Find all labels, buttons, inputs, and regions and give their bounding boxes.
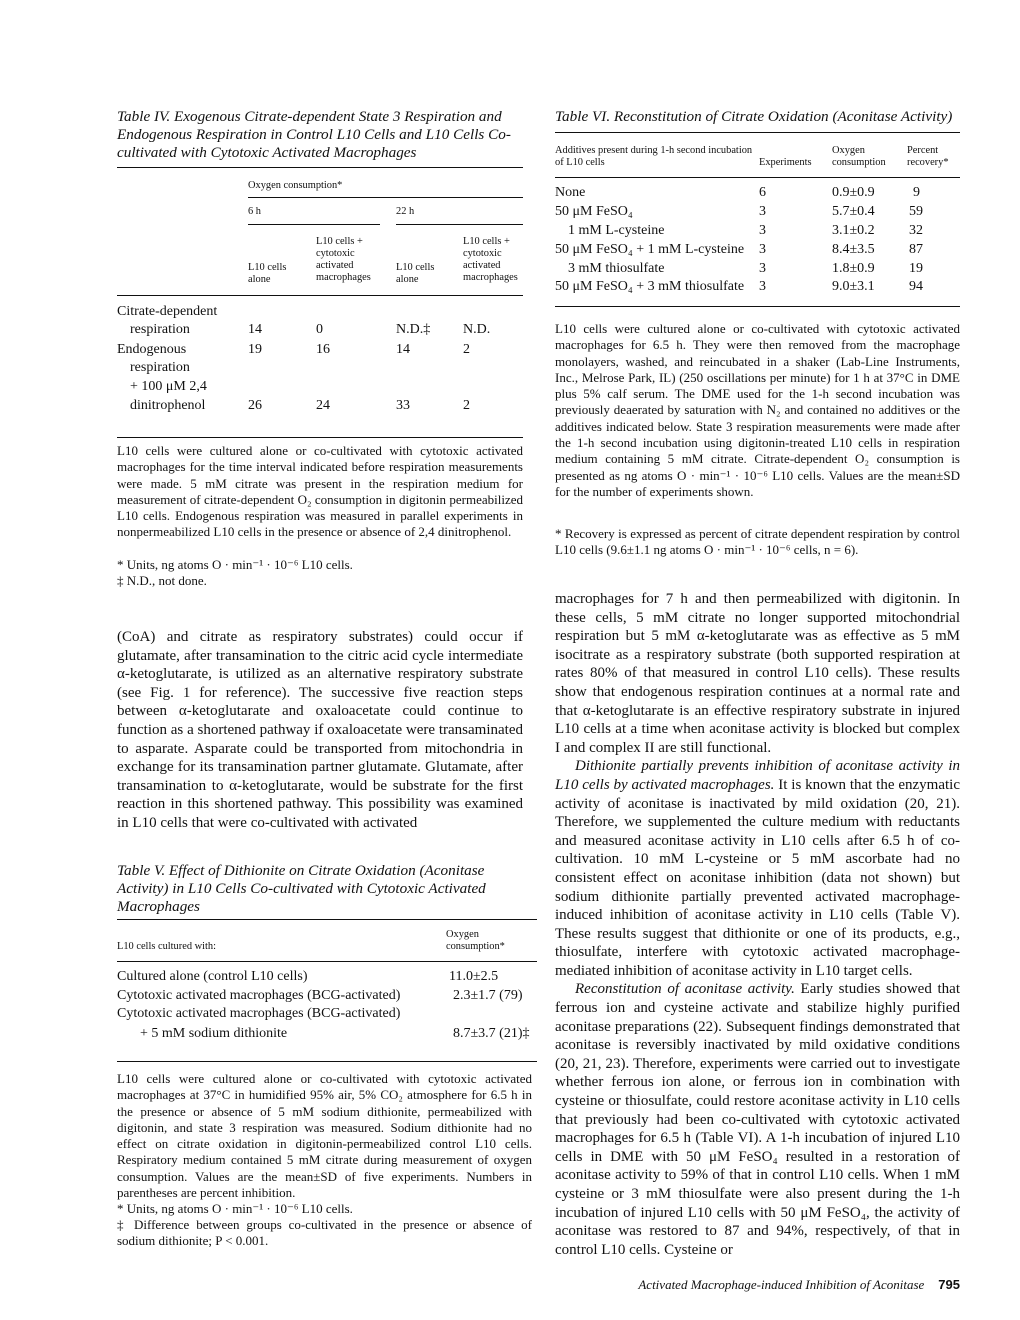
table5-header-rule	[117, 961, 537, 962]
table4-bottom-rule	[117, 437, 523, 438]
table6-row-exp: 3	[759, 204, 766, 219]
table4-row3-label-a: + 100 μM 2,4	[130, 379, 207, 394]
table4-cell: 14	[248, 322, 262, 337]
table6-footnote: L10 cells were cultured alone or co-cultivated with cytotoxic activated macrophages for 6.5 h. They were then removed from the macrophage monolayers, washed, and reincubated in a shaker (Lab-Line Instruments, Inc., Melrose Park, IL) (250 oscillations per minute) for 1 h at 37°C in DME plus 5% calf serum. The DME used for the 1-h second incubation was previously deaerated by saturation with N₂ and contained no additives or the additives indicated below. State 3 respiration measurements were made after the 1-h second incubation using digitonin-treated L10 cells in respiration medium containing 5 mM citrate. Citrate-dependent O₂ consumption is presented as ng atoms O · min⁻¹ · 10⁻⁶ L10 cells. Values are the mean±SD for the number of experiments shown.	[555, 321, 960, 499]
right-body-text	[555, 590, 960, 1259]
table4-cell: 16	[316, 342, 330, 357]
table4-row2-label-a: Endogenous	[117, 342, 187, 357]
table6-row-exp: 3	[759, 242, 766, 257]
table4-row1-label-a: Citrate-dependent	[117, 304, 218, 319]
table6-row-oxy: 8.4±3.5	[832, 242, 875, 257]
table4-cell: N.D.	[463, 322, 491, 337]
table6-caption: Table VI. Reconstitution of Citrate Oxidation (Aconitase Activity)	[555, 108, 953, 125]
section-heading: Dithionite partially prevents inhibition of aconitase activity in L10 cells by activated macrophages.	[555, 758, 960, 793]
table5-row-value: 2.3±1.7 (79)	[453, 988, 523, 1003]
table4-cell: 33	[396, 398, 410, 413]
table6-col-oxygen: Oxygen consumption	[832, 145, 886, 168]
page-number: 795	[938, 1277, 960, 1292]
table4-22h-rule	[396, 224, 523, 225]
table4-col3-header: L10 cells alone	[396, 262, 435, 285]
table6-col-recovery: Percent recovery*	[907, 145, 949, 168]
table4-22h: 22 h	[396, 206, 415, 217]
table4-header-rule	[117, 295, 523, 296]
table4-col4-header: L10 cells + cytotoxic activated macrophages	[463, 236, 518, 283]
table4-cell: 2	[463, 398, 470, 413]
table6-row-oxy: 5.7±0.4	[832, 204, 875, 219]
table4-6h: 6 h	[248, 206, 261, 217]
table5-row-label: Cultured alone (control L10 cells)	[117, 969, 308, 984]
table6-row-label: None	[555, 185, 586, 200]
table4-row1-label-b: respiration	[130, 322, 190, 337]
table5-caption: Table V. Effect of Dithionite on Citrate Oxidation (Aconitase Activity) in L10 Cells Co-cultivated with Cytotoxic Activated Macrophages	[117, 862, 486, 915]
table4-group-header: Oxygen consumption*	[248, 180, 343, 191]
table4-cell: 14	[396, 342, 410, 357]
table6-note-recovery: * Recovery is expressed as percent of citrate dependent respiration by control L10 cells (9.6±1.1 ng atoms O · min⁻¹ · 10⁻⁶ cells, n = 6).	[555, 526, 960, 558]
table6-row-label: 50 μM FeSO₄ + 1 mM L-cysteine	[555, 242, 745, 257]
table4-row2-label-b: respiration	[130, 360, 190, 375]
table6-row-pct: 94	[909, 279, 923, 294]
table5-row-label: + 5 mM sodium dithionite	[140, 1026, 288, 1041]
table4-row3-label-b: dinitrophenol	[130, 398, 206, 413]
table6-row-label: 50 μM FeSO₄	[555, 204, 633, 219]
table6-row-exp: 3	[759, 261, 766, 276]
table5-row-label: Cytotoxic activated macrophages (BCG-activated)	[117, 1006, 401, 1021]
right-body-paragraph	[555, 757, 960, 980]
table6-row-oxy: 0.9±0.9	[832, 185, 875, 200]
right-body-paragraph	[555, 980, 960, 1259]
table6-col-experiments: Experiments	[759, 157, 812, 168]
table4-col2-header: L10 cells + cytotoxic activated macrophages	[316, 236, 371, 283]
table6-row-exp: 6	[759, 185, 766, 200]
table6-row-label: 3 mM thiosulfate	[568, 261, 665, 276]
table5-top-rule	[117, 919, 537, 920]
paragraph-text: Early studies showed that ferrous ion and cysteine activate and stabilize highly purified aconitase preparations (22). Subsequent findings demonstrated that aconitase is reversibly inactivated by mild oxidative conditions (20, 21, 23). Therefore, experiments were carried out to investigate whether ferrous ion alone, or ferrous ion in combination with cysteine or thiosulfate, could restore aconitase activity in L10 cells that previously had been co-cultivated with cytotoxic activated macrophages for 6.5 h (Table VI). A 1-h incubation of injured L10 cells in DME with 50 μM FeSO₄ resulted in a restoration of aconitase activity to 59% of that in control L10 cells. When 1 mM cysteine or 3 mM thiosulfate were also present during the 1-h incubation of injured L10 cells with 50 μM FeSO₄, the activity of aconitase was restored to 87 and 94%, respectively, of that in control L10 cells. Cysteine or	[555, 981, 960, 1258]
table5-note-units: * Units, ng atoms O · min⁻¹ · 10⁻⁶ L10 cells.	[117, 1201, 353, 1216]
table6-row-oxy: 3.1±0.2	[832, 223, 875, 238]
table4-6h-rule	[248, 224, 380, 225]
table4-note-nd: ‡ N.D., not done.	[117, 573, 207, 588]
paragraph-text: It is known that the enzymatic activity of aconitase is inactivated by mild oxidation (20, 21). Therefore, we supplemented the culture medium with reductants and measured aconitase activity in L10 cells after 6.5 h of co-cultivation. 10 mM L-cysteine or 5 mM ascorbate had no consistent effect on aconitase inhibition (data not shown) but sodium dithionite partially prevented activated macrophage-induced inhibition of aconitase activity in L10 cells (Table V). These results suggest that dithionite or one of its products, e.g., thiosulfate, interfere with cytotoxic activated macrophage-mediated inhibition of aconitase activity in L10 target cells.	[555, 776, 960, 979]
table4-footnote: L10 cells were cultured alone or co-cultivated with cytotoxic activated macrophages for the time interval indicated before respiration measurements were made. 5 mM citrate was present in the respiration medium for measurement of citrate-dependent O₂ consumption in digitonin permeabilized L10 cells. Endogenous respiration was measured in parallel experiments in nonpermeabilized L10 cells in the presence or absence of 2,4 dinitrophenol.	[117, 443, 523, 540]
table4-caption: Table IV. Exogenous Citrate-dependent State 3 Respiration and Endogenous Respiration in Control L10 Cells and L10 Cells Co-cultivated with Cytotoxic Activated Macrophages	[117, 108, 511, 161]
table6-row-label: 50 μM FeSO₄ + 3 mM thiosulfate	[555, 279, 745, 294]
section-heading: Reconstitution of aconitase activity.	[575, 981, 795, 998]
table6-row-oxy: 9.0±3.1	[832, 279, 875, 294]
table4-note-units: * Units, ng atoms O · min⁻¹ · 10⁻⁶ L10 cells.	[117, 557, 353, 572]
running-footer	[638, 1277, 960, 1293]
table5-row-label: Cytotoxic activated macrophages (BCG-activated)	[117, 988, 401, 1003]
table6-row-oxy: 1.8±0.9	[832, 261, 875, 276]
table5-footnote: L10 cells were cultured alone or co-cultivated with cytotoxic activated macrophages at 37°C in humidified 95% air, 5% CO₂ atmosphere for 6.5 h in the presence or absence of 5 mM sodium dithionite, permeabilized with digitonin, and state 3 respiration was measured. Sodium dithionite had no effect on citrate oxidation in digitonin-permeabilized control L10 cells. Respiratory medium contained 5 mM citrate during measurement of oxygen consumption. Values are the mean±SD of five experiments. Numbers in parentheses are percent inhibition.	[117, 1071, 532, 1201]
table5-row-value: 8.7±3.7 (21)‡	[453, 1026, 530, 1041]
table5-row-value: 11.0±2.5	[449, 969, 499, 984]
table5-col-label: L10 cells cultured with:	[117, 941, 216, 952]
table4-cell: 26	[248, 398, 262, 413]
table4-cell: 0	[316, 322, 323, 337]
table5-note-diff: ‡ Difference between groups co-cultivated in the presence or absence of sodium dithionite; P < 0.001.	[117, 1217, 532, 1249]
table6-row-pct: 19	[909, 261, 923, 276]
table6-row-pct: 59	[909, 204, 923, 219]
table4-col1-header: L10 cells alone	[248, 262, 287, 285]
table6-row-label: 1 mM L-cysteine	[568, 223, 665, 238]
table5-bottom-rule	[117, 1061, 537, 1062]
table4-cell: 19	[248, 342, 262, 357]
table6-row-pct: 87	[909, 242, 923, 257]
table4-cell: 24	[316, 398, 330, 413]
left-body-text: (CoA) and citrate as respiratory substrates) could occur if glutamate, after transamination to the citric acid cycle intermediate α-ketoglutarate, is utilized as an alternative respiratory substrate (see Fig. 1 for reference). The successive five reaction steps between α-ketoglutarate and oxaloacetate could continue to function as a shortened pathway if oxaloacetate were transaminated to asparate. Asparate could be transported from mitochondria in exchange for its transamination partner glutamate. Glutamate, after transamination to α-ketoglutarate, would be substrate for the first reaction in this shortened pathway. This possibility was examined in L10 cells that were co-cultivated with activated	[117, 629, 523, 831]
running-footer-title: Activated Macrophage-induced Inhibition of Aconitase	[638, 1277, 925, 1292]
table4-top-rule	[117, 167, 523, 168]
table4-cell: 2	[463, 342, 470, 357]
table6-bottom-rule	[555, 306, 960, 307]
table6-top-rule	[555, 132, 960, 133]
table6-header-rule	[555, 177, 960, 178]
table4-cell: N.D.‡	[396, 322, 431, 337]
right-body-paragraph: macrophages for 7 h and then permeabilized with digitonin. In these cells, 5 mM citrate no longer supported mitochondrial respiration but 5 mM α-ketoglutarate was as effective as 5 mM isocitrate as a respiratory substrate (both supported respiration at rates 80% of that measured in control L10 cells). These results show that endogenous respiration continues at a normal rate and that α-ketoglutarate is an effective respiratory substrate in injured L10 cells at a time when aconitase activity is blocked but complex I and complex II are still functional.	[555, 591, 960, 756]
table4-group-rule	[248, 197, 523, 198]
table5-col-oxygen: Oxygen consumption*	[446, 929, 505, 952]
table6-row-pct: 9	[913, 185, 920, 200]
table6-col-additives: Additives present during 1-h second incubation of L10 cells	[555, 145, 753, 168]
table6-row-pct: 32	[909, 223, 923, 238]
table6-row-exp: 3	[759, 279, 766, 294]
table6-row-exp: 3	[759, 223, 766, 238]
